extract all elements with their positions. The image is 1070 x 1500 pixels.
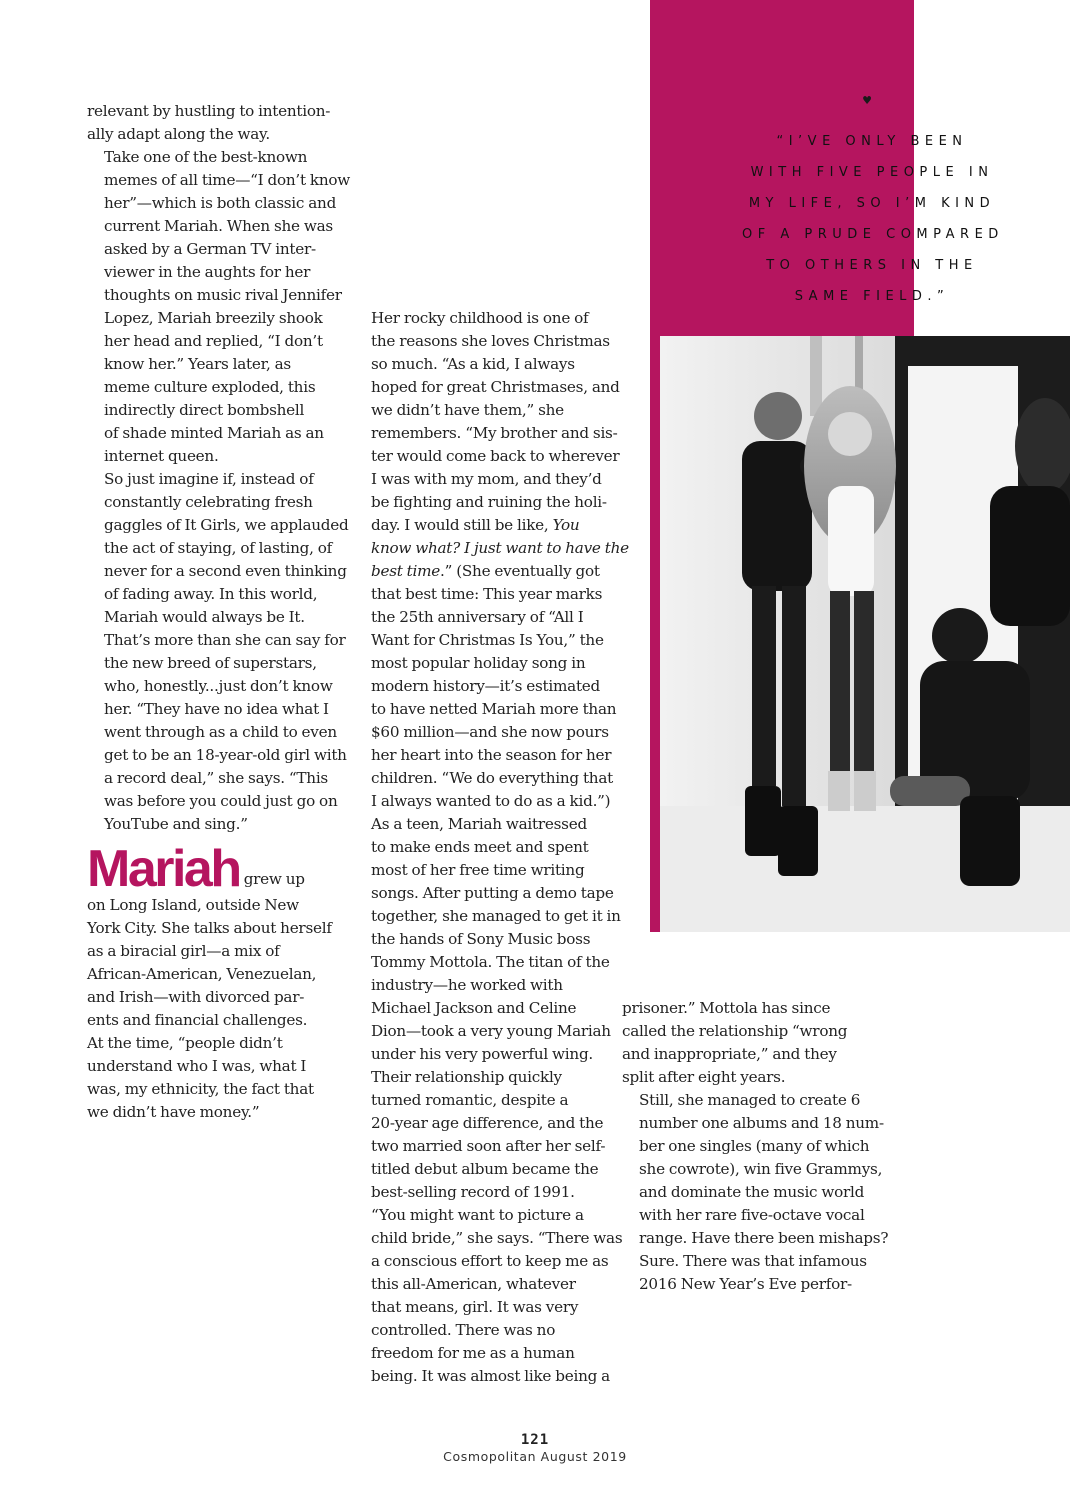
text-line: her heart into the season for her — [371, 746, 612, 764]
italic-text: You — [552, 516, 580, 534]
text-line: and Irish—with divorced par- — [87, 988, 305, 1006]
text-line: That’s more than she can say for — [104, 631, 346, 649]
text-line: her. “They have no idea what I — [104, 700, 329, 718]
text-line: of fading away. In this world, — [104, 585, 318, 603]
text-line: split after eight years. — [622, 1068, 786, 1086]
text-line: know her.” Years later, as — [104, 355, 291, 373]
paragraph — [354, 813, 621, 1204]
text-line: constantly celebrating fresh — [104, 493, 313, 511]
page-folio — [420, 1431, 650, 1465]
section-lead-line — [87, 840, 337, 898]
paragraph — [87, 100, 337, 146]
pull-quote-line: SAME FIELD.” — [794, 289, 950, 304]
pull-quote — [742, 126, 1002, 312]
text-line: York City. She talks about herself — [87, 919, 332, 937]
text-line: to have netted Mariah more than — [371, 700, 617, 718]
text-line: At the time, “people didn’t — [87, 1034, 283, 1052]
paragraph — [354, 1204, 623, 1388]
text-line: a conscious effort to keep me as — [371, 1252, 609, 1270]
text-line: under his very powerful wing. — [371, 1045, 593, 1063]
text-line: freedom for me as a human — [371, 1344, 575, 1362]
text-line: understand who I was, what I — [87, 1057, 307, 1075]
text-fragment: .” (She eventually got — [440, 562, 600, 580]
text-line: memes of all time—“I don’t know — [104, 171, 351, 189]
article-column-3 — [622, 997, 889, 1296]
text-line: best-selling record of 1991. — [371, 1183, 575, 1201]
text-line: the new breed of superstars, — [104, 654, 317, 672]
paragraph — [622, 997, 867, 1089]
text-line — [354, 537, 629, 560]
text-line: was, my ethnicity, the fact that — [87, 1080, 314, 1098]
section-lead-word: Mariah — [87, 840, 240, 898]
text-line: current Mariah. When she was — [104, 217, 333, 235]
italic-text: best time — [371, 562, 441, 580]
text-line: Want for Christmas Is You,” the — [371, 631, 604, 649]
pull-quote-line: WITH FIVE PEOPLE IN — [750, 165, 994, 180]
text-line: Take one of the best-known — [104, 148, 308, 166]
text-line: went through as a child to even — [104, 723, 337, 741]
text-line: Sure. There was that infamous — [639, 1252, 867, 1270]
italic-text: know what? I just want to have the — [371, 539, 629, 557]
text-line: Lopez, Mariah breezily shook — [104, 309, 323, 327]
text-line: Her rocky childhood is one of — [371, 309, 589, 327]
text-line: range. Have there been mishaps? — [639, 1229, 889, 1247]
text-line: remembers. “My brother and sis- — [371, 424, 618, 442]
text-line: that best time: This year marks — [371, 585, 603, 603]
heart-icon: ♥ — [862, 94, 872, 107]
text-line: child bride,” she says. “There was — [371, 1229, 623, 1247]
article-column-1 — [87, 100, 351, 1124]
text-line — [354, 560, 604, 583]
text-line: so much. “As a kid, I always — [371, 355, 575, 373]
text-line: to make ends meet and spent — [371, 838, 589, 856]
text-line: industry—he worked with — [371, 976, 563, 994]
text-line: indirectly direct bombshell — [104, 401, 305, 419]
paragraph — [354, 307, 629, 813]
text-fragment: grew up — [243, 870, 305, 888]
text-line: who, honestly...just don’t know — [104, 677, 333, 695]
text-line: a record deal,” she says. “This — [104, 769, 328, 787]
text-line: ally adapt along the way. — [87, 125, 270, 143]
pull-quote-line: TO OTHERS IN THE — [766, 258, 978, 273]
text-line: internet queen. — [104, 447, 219, 465]
text-line: with her rare five-octave vocal — [639, 1206, 865, 1224]
text-line: modern history—it’s estimated — [371, 677, 601, 695]
text-line: African-American, Venezuelan, — [87, 965, 317, 983]
text-line: turned romantic, despite a — [371, 1091, 569, 1109]
text-line: the 25th anniversary of “All I — [371, 608, 584, 626]
paragraph — [87, 146, 351, 468]
text-line: the act of staying, of lasting, of — [104, 539, 333, 557]
text-line: and dominate the music world — [639, 1183, 865, 1201]
text-line: be fighting and ruining the holi- — [371, 493, 607, 511]
text-line: two married soon after her self- — [371, 1137, 606, 1155]
text-line: her head and replied, “I don’t — [104, 332, 323, 350]
text-line: relevant by hustling to intention- — [87, 102, 331, 120]
text-line: asked by a German TV inter- — [104, 240, 316, 258]
paragraph — [87, 468, 349, 836]
text-line: thoughts on music rival Jennifer — [104, 286, 342, 304]
pull-quote-line: MY LIFE, SO I’M KIND — [748, 196, 996, 211]
text-line: Dion—took a very young Mariah — [371, 1022, 611, 1040]
text-line: was before you could just go on — [104, 792, 338, 810]
text-line: Michael Jackson and Celine — [371, 999, 577, 1017]
text-line: ents and financial challenges. — [87, 1011, 308, 1029]
text-line: ber one singles (many of which — [639, 1137, 870, 1155]
text-line: this all-American, whatever — [371, 1275, 576, 1293]
pull-quote-line: OF A PRUDE COMPARED — [742, 227, 1004, 242]
text-line: never for a second even thinking — [104, 562, 347, 580]
publication-line: Cosmopolitan August 2019 — [443, 1449, 627, 1464]
text-line: most of her free time writing — [371, 861, 585, 879]
text-line: gaggles of It Girls, we applauded — [104, 516, 349, 534]
text-line: controlled. There was no — [371, 1321, 556, 1339]
photo — [660, 336, 1070, 932]
text-line: YouTube and sing.” — [104, 815, 248, 833]
text-line: prisoner.” Mottola has since — [622, 999, 831, 1017]
text-line: $60 million—and she now pours — [371, 723, 609, 741]
article-column-2 — [354, 307, 629, 1388]
text-line: So just imagine if, instead of — [104, 470, 314, 488]
text-line: songs. After putting a demo tape — [371, 884, 614, 902]
text-line: Their relationship quickly — [371, 1068, 562, 1086]
text-line: Tommy Mottola. The titan of the — [371, 953, 610, 971]
text-line: “You might want to picture a — [371, 1206, 584, 1224]
text-line: the hands of Sony Music boss — [371, 930, 591, 948]
text-line: we didn’t have them,” she — [371, 401, 564, 419]
text-line: Still, she managed to create 6 — [639, 1091, 861, 1109]
text-line: number one albums and 18 num- — [639, 1114, 884, 1132]
paragraph — [87, 840, 337, 1124]
paragraph — [622, 1089, 889, 1296]
text-line: the reasons she loves Christmas — [371, 332, 610, 350]
text-line: I was with my mom, and they’d — [371, 470, 602, 488]
text-line: viewer in the aughts for her — [104, 263, 311, 281]
text-line: get to be an 18-year-old girl with — [104, 746, 347, 764]
text-line: ter would come back to wherever — [371, 447, 620, 465]
text-line: Mariah would always be It. — [104, 608, 305, 626]
text-line: children. “We do everything that — [371, 769, 613, 787]
pull-quote-line: “I’VE ONLY BEEN — [776, 134, 968, 149]
text-line: we didn’t have money.” — [87, 1103, 260, 1121]
text-line: 2016 New Year’s Eve perfor- — [639, 1275, 852, 1293]
text-line: on Long Island, outside New — [87, 896, 299, 914]
text-line: 20-year age difference, and the — [371, 1114, 604, 1132]
text-line: together, she managed to get it in — [371, 907, 621, 925]
text-fragment: day. I would still be like, — [371, 516, 553, 534]
text-line: titled debut album became the — [371, 1160, 599, 1178]
photo-illustration — [660, 336, 1070, 932]
text-line: being. It was almost like being a — [371, 1367, 610, 1385]
page-number: 121 — [520, 1432, 550, 1448]
text-line: that means, girl. It was very — [371, 1298, 579, 1316]
text-line: and inappropriate,” and they — [622, 1045, 837, 1063]
text-line: most popular holiday song in — [371, 654, 586, 672]
text-line: hoped for great Christmases, and — [371, 378, 620, 396]
text-line: of shade minted Mariah as an — [104, 424, 324, 442]
text-line: called the relationship “wrong — [622, 1022, 848, 1040]
text-line: meme culture exploded, this — [104, 378, 316, 396]
text-line: her”—which is both classic and — [104, 194, 337, 212]
text-line: I always wanted to do as a kid.”) — [371, 792, 611, 810]
text-line: as a biracial girl—a mix of — [87, 942, 280, 960]
text-line: As a teen, Mariah waitressed — [371, 815, 587, 833]
text-line: she cowrote), win five Grammys, — [639, 1160, 883, 1178]
text-line — [354, 514, 604, 537]
